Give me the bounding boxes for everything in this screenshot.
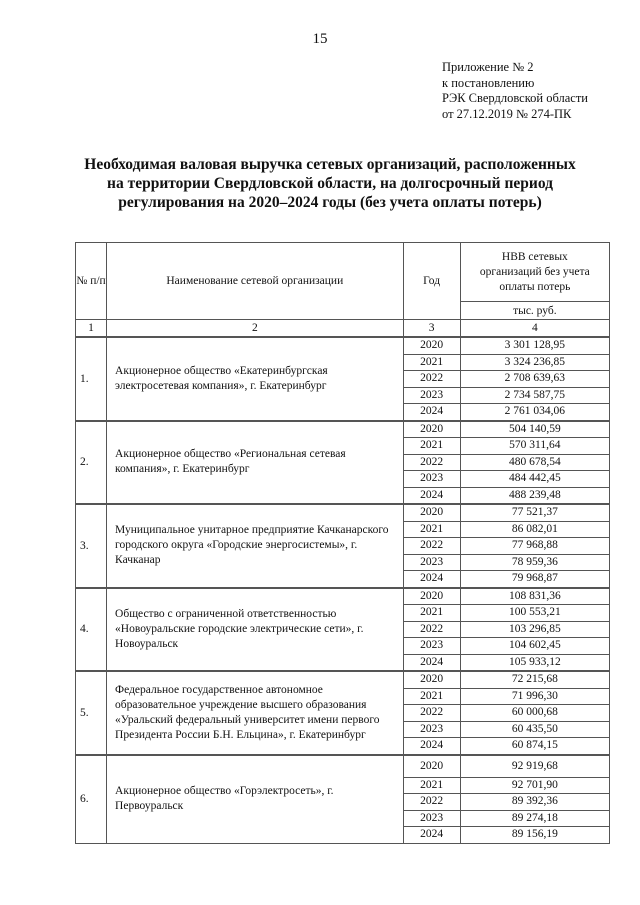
column-number: 3: [403, 320, 460, 338]
year-cell: 2020: [403, 504, 460, 521]
column-number: 1: [76, 320, 107, 338]
header-value: НВВ сетевых организаций без учета оплаты потерь: [460, 243, 609, 302]
year-cell: 2021: [403, 688, 460, 705]
nvv-value-cell: 3 324 236,85: [460, 354, 609, 371]
nvv-value-cell: 60 000,68: [460, 705, 609, 722]
year-cell: 2024: [403, 827, 460, 844]
header-name: Наименование сетевой организации: [107, 243, 404, 320]
nvv-value-cell: 3 301 128,95: [460, 337, 609, 354]
year-cell: 2022: [403, 705, 460, 722]
year-cell: 2022: [403, 621, 460, 638]
nvv-value-cell: 89 392,36: [460, 794, 609, 811]
table-row: [76, 337, 610, 354]
header-unit: тыс. руб.: [460, 302, 609, 320]
column-number: 2: [107, 320, 404, 338]
title-line: на территории Свердловской области, на долгосрочный период: [107, 175, 553, 192]
page-number: 15: [312, 31, 328, 47]
nvv-value-cell: 89 156,19: [460, 827, 609, 844]
year-cell: 2020: [403, 337, 460, 354]
nvv-value-cell: 2 761 034,06: [460, 404, 609, 421]
nvv-value-cell: 105 933,12: [460, 654, 609, 671]
organization-name: Акционерное общество «Горэлектросеть», г. Первоуральск: [107, 755, 404, 844]
nvv-value-cell: 2 734 587,75: [460, 387, 609, 404]
year-cell: 2022: [403, 371, 460, 388]
nvv-value-cell: 71 996,30: [460, 688, 609, 705]
appendix-line: к постановлению: [442, 75, 535, 90]
row-number: 2.: [76, 421, 107, 505]
nvv-value-cell: 103 296,85: [460, 621, 609, 638]
year-cell: 2021: [403, 354, 460, 371]
table-row: [76, 671, 610, 688]
year-cell: 2021: [403, 521, 460, 538]
organization-name: Акционерное общество «Екатеринбургская электросетевая компания», г. Екатеринбург: [107, 337, 404, 421]
appendix-line: Приложение № 2: [442, 60, 534, 74]
year-cell: 2023: [403, 810, 460, 827]
nvv-value-cell: 60 435,50: [460, 721, 609, 738]
nvv-value-cell: 86 082,01: [460, 521, 609, 538]
nvv-value-cell: 480 678,54: [460, 454, 609, 471]
nvv-value-cell: 504 140,59: [460, 421, 609, 438]
title-line: регулирования на 2020–2024 годы (без учета оплаты потерь): [118, 194, 542, 211]
year-cell: 2023: [403, 387, 460, 404]
nvv-value-cell: 60 874,15: [460, 738, 609, 755]
column-numbers-row: [76, 320, 610, 338]
appendix-line: от 27.12.2019 № 274-ПК: [442, 106, 572, 121]
year-cell: 2020: [403, 755, 460, 778]
nvv-value-cell: 72 215,68: [460, 671, 609, 688]
row-number: 3.: [76, 504, 107, 588]
table-row: [76, 588, 610, 605]
nvv-value-cell: 104 602,45: [460, 638, 609, 655]
header-year: Год: [403, 243, 460, 320]
year-cell: 2024: [403, 738, 460, 755]
year-cell: 2024: [403, 571, 460, 588]
row-number: 6.: [76, 755, 107, 844]
year-cell: 2023: [403, 721, 460, 738]
nvv-value-cell: 79 968,87: [460, 571, 609, 588]
nvv-value-cell: 92 701,90: [460, 777, 609, 794]
year-cell: 2023: [403, 554, 460, 571]
nvv-value-cell: 77 521,37: [460, 504, 609, 521]
year-cell: 2022: [403, 794, 460, 811]
table-row: [76, 755, 610, 778]
table-row: [76, 421, 610, 438]
document-title: [60, 155, 600, 212]
year-cell: 2022: [403, 454, 460, 471]
organization-name: Муниципальное унитарное предприятие Качканарского городского округа «Городские энергосистемы», г. Качканар: [107, 504, 404, 588]
year-cell: 2020: [403, 421, 460, 438]
row-number: 5.: [76, 671, 107, 755]
organization-name: Акционерное общество «Региональная сетевая компания», г. Екатеринбург: [107, 421, 404, 505]
column-number: 4: [460, 320, 609, 338]
nvv-value-cell: 484 442,45: [460, 471, 609, 488]
year-cell: 2022: [403, 538, 460, 555]
organization-name: Общество с ограниченной ответственностью «Новоуральские городские электрические сети», г. Новоуральск: [107, 588, 404, 672]
year-cell: 2023: [403, 471, 460, 488]
nvv-value-cell: 108 831,36: [460, 588, 609, 605]
nvv-value-cell: 77 968,88: [460, 538, 609, 555]
year-cell: 2023: [403, 638, 460, 655]
year-cell: 2021: [403, 438, 460, 455]
table-row: [76, 504, 610, 521]
nvv-value-cell: 89 274,18: [460, 810, 609, 827]
appendix-line: РЭК Свердловской области: [442, 91, 588, 105]
year-cell: 2021: [403, 605, 460, 622]
nvv-value-cell: 488 239,48: [460, 487, 609, 504]
nvv-value-cell: 2 708 639,63: [460, 371, 609, 388]
nvv-value-cell: 100 553,21: [460, 605, 609, 622]
year-cell: 2024: [403, 487, 460, 504]
year-cell: 2024: [403, 654, 460, 671]
nvv-value-cell: 570 311,64: [460, 438, 609, 455]
year-cell: 2021: [403, 777, 460, 794]
nvv-table: [75, 242, 610, 844]
year-cell: 2024: [403, 404, 460, 421]
nvv-value-cell: 78 959,36: [460, 554, 609, 571]
year-cell: 2020: [403, 671, 460, 688]
nvv-value-cell: 92 919,68: [460, 755, 609, 778]
title-line: Необходимая валовая выручка сетевых организаций, расположенных: [84, 156, 576, 173]
organization-name: Федеральное государственное автономное образовательное учреждение высшего образования «Уральский федеральный университет имени первого Президента России Б.Н. Ельцина», г. Екатеринбург: [107, 671, 404, 755]
appendix-reference: [442, 60, 588, 122]
header-num: № п/п: [76, 243, 107, 320]
year-cell: 2020: [403, 588, 460, 605]
row-number: 1.: [76, 337, 107, 421]
row-number: 4.: [76, 588, 107, 672]
